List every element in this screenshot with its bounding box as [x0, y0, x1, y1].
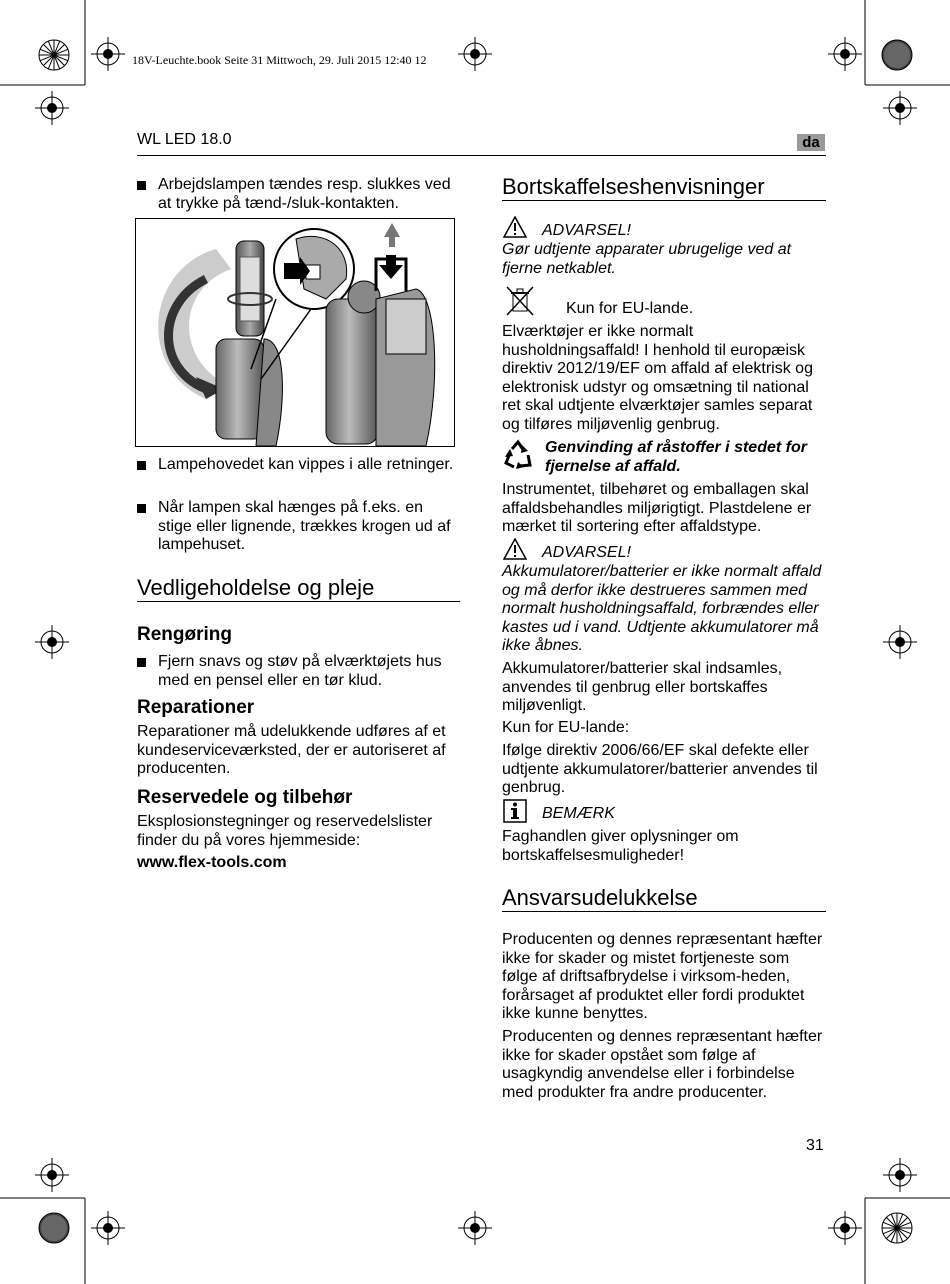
paragraph-spare-parts: Eksplosionstegninger og reservedelslister finder du på vores hjemmeside:	[137, 813, 433, 849]
running-header-title: WL LED 18.0	[137, 131, 232, 148]
paragraph-liability-1: Producenten og dennes repræsentant hæfter ikke for skader og mistet fortjeneste som følge af driftsafbrydelse i virksom-heden, forårsaget af produktet eller fordi produktet ikke kunne benyttes.	[502, 931, 823, 1023]
eu-only-label: Kun for EU-lande.	[566, 300, 694, 317]
warning2-text: Akkumulatorer/batterier er ikke normalt affald og må derfor ikke destrueres sammen med normalt husholdningsaffald, forbrændes eller kastes ud i vand. Udtjente akkumulatorer må ikke åbnes.	[502, 563, 822, 655]
note-heading: BEMÆRK	[542, 805, 615, 822]
crossed-bin-icon	[505, 285, 535, 317]
paragraph-recycle: Instrumentet, tilbehøret og emballagen skal affaldsbehandles miljørigtigt. Plastdelene er mærket til sortering efter affaldstype.	[502, 481, 812, 536]
warning1-text: Gør udtjente apparater ubrugelige ved at fjerne netkablet.	[502, 241, 792, 277]
info-icon	[503, 799, 527, 823]
header-rule	[137, 155, 826, 156]
note-text: Faghandlen giver oplysninger om bortskaffelsesmuligheder!	[502, 828, 739, 864]
warning1-heading: ADVARSEL!	[542, 222, 631, 239]
paragraph-batteries: Akkumulatorer/batterier skal indsamles, anvendes til genbrug eller bortskaffes miljøvenligt.	[502, 660, 783, 715]
lamp-illustration	[135, 218, 455, 447]
warning-triangle-icon	[503, 216, 527, 238]
section-liability-heading: Ansvarsudelukkelse	[502, 885, 698, 910]
paragraph-weee: Elværktøjer er ikke normalt husholdningsaffald! I henhold til europæisk direktiv 2012/19/EF om affald af elektrisk og elektronisk udstyr og omsætning til national ret skal udtjente elværktøjer samles separat og tilføres miljøvenlig genbrug.	[502, 323, 813, 433]
eu-only-label-2: Kun for EU-lande:	[502, 719, 630, 736]
warning2-heading: ADVARSEL!	[542, 544, 631, 561]
language-tab: da	[797, 134, 825, 151]
bullet-head-tilt: Lampehovedet kan vippes i alle retninger.	[158, 456, 458, 475]
section-rule	[137, 601, 460, 602]
recycle-heading: Genvinding af råstoffer i stedet for fjernelse af affald.	[545, 439, 807, 475]
bullet-cleaning: Fjern snavs og støv på elværktøjets hus med en pensel eller en tør klud.	[158, 653, 458, 690]
section-rule	[502, 200, 826, 201]
paragraph-directive: Ifølge direktiv 2006/66/EF skal defekte eller udtjente akkumulatorer/batterier anvendes til genbrug.	[502, 742, 818, 797]
subheading-cleaning: Rengøring	[137, 624, 232, 645]
subheading-spare-parts: Reservedele og tilbehør	[137, 787, 353, 808]
section-maintenance-heading: Vedligeholdelse og pleje	[137, 575, 375, 600]
paragraph-repairs: Reparationer må udelukkende udføres af et kundeserviceværksted, der er autoriseret af producenten.	[137, 723, 446, 778]
bullet-switch: Arbejdslampen tændes resp. slukkes ved at trykke på tænd-/sluk-kontakten.	[158, 176, 458, 213]
page-number: 31	[806, 1137, 824, 1154]
paragraph-liability-2: Producenten og dennes repræsentant hæfter ikke for skader opstået som følge af usagkyndig anvendelse eller i forbindelse med produkter fra andre producenter.	[502, 1028, 823, 1101]
section-rule	[502, 911, 826, 912]
section-disposal-heading: Bortskaffelseshenvisninger	[502, 174, 765, 199]
recycling-icon	[502, 439, 534, 471]
bullet-hook: Når lampen skal hænges på f.eks. en stige eller lignende, trækkes krogen ud af lampehuset.	[158, 499, 458, 555]
website-link[interactable]: www.flex-tools.com	[137, 854, 287, 871]
book-meta-line: 18V-Leuchte.book Seite 31 Mittwoch, 29. Juli 2015 12:40 12	[132, 53, 427, 67]
warning-triangle-icon	[503, 538, 527, 560]
subheading-repairs: Reparationer	[137, 697, 255, 718]
